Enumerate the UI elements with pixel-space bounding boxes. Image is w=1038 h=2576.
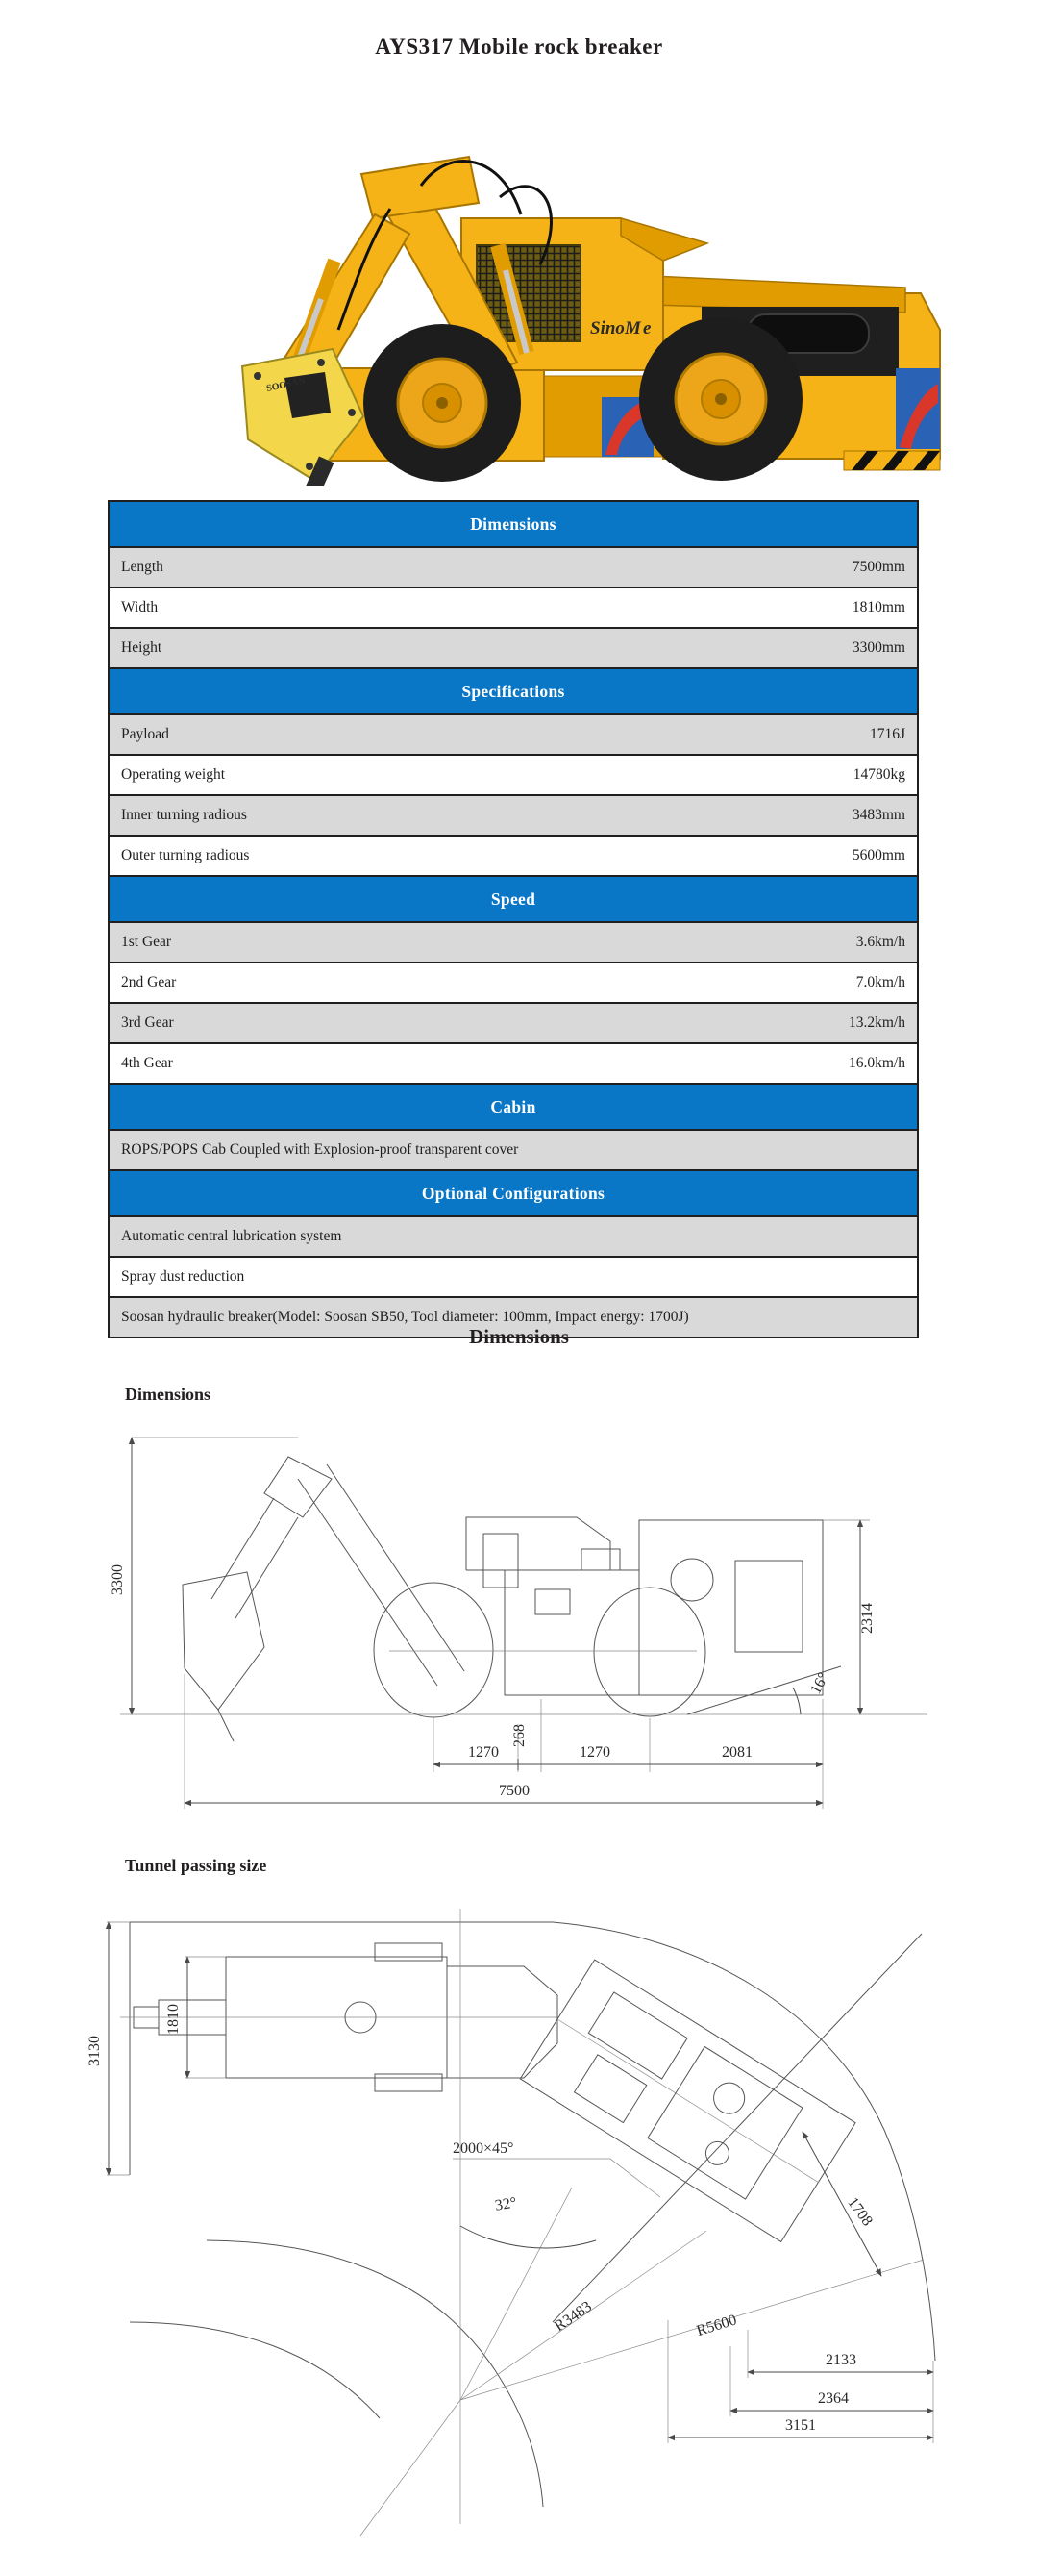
table-row [109, 547, 918, 588]
side-view-machine-outline [120, 1457, 927, 1741]
rear-wheel [639, 317, 803, 481]
dim-corner-cut: 2000×45° [453, 2140, 514, 2157]
spec-value: 3.6km/h [637, 922, 918, 963]
dim-outer-radius: R5600 [694, 2312, 739, 2340]
spec-label: 4th Gear [109, 1043, 637, 1084]
spec-value: 7500mm [637, 547, 918, 588]
tunnel-machine-top-view [120, 1943, 855, 2241]
table-row [109, 1130, 918, 1170]
dim-3151: 3151 [785, 2417, 816, 2434]
spec-label: Operating weight [109, 755, 637, 795]
breaker-brand-label: SOOSAN [265, 375, 307, 394]
spec-value: 1716J [637, 714, 918, 755]
table-section-header [109, 501, 918, 547]
spec-label: 2nd Gear [109, 963, 637, 1003]
dim-axle-offset: 268 [511, 1724, 528, 1747]
spec-label: Inner turning radious [109, 795, 637, 836]
spec-value: 14780kg [637, 755, 918, 795]
brand-logo [590, 318, 652, 338]
dim-2364: 2364 [818, 2390, 849, 2407]
table-row [109, 795, 918, 836]
table-section-header [109, 668, 918, 714]
brand-part1: Sino [590, 318, 625, 338]
brand-part2: M [625, 318, 641, 338]
dim-ramp-angle: 16° [807, 1670, 832, 1697]
dim-rear-diagonal: 1708 [844, 2194, 876, 2230]
page-title: AYS317 Mobile rock breaker [375, 35, 663, 59]
table-row [109, 628, 918, 668]
side-view-drawing [101, 1426, 947, 1844]
rock-breaker-illustration [86, 82, 952, 486]
spec-value: 13.2km/h [637, 1003, 918, 1043]
spec-label: Payload [109, 714, 637, 755]
table-row [109, 588, 918, 628]
spec-label: Automatic central lubrication system [109, 1216, 918, 1257]
dim-mid-segment: 1270 [580, 1744, 610, 1761]
tunnel-heading: Tunnel passing size [125, 1856, 267, 1875]
dim-rear-height: 2314 [859, 1603, 876, 1634]
spec-table [108, 500, 919, 1338]
table-row [109, 1003, 918, 1043]
spec-label: 1st Gear [109, 922, 637, 963]
spec-value: 7.0km/h [637, 963, 918, 1003]
spec-label: 3rd Gear [109, 1003, 637, 1043]
dim-2133: 2133 [826, 2352, 856, 2368]
section-header-label: Optional Configurations [109, 1170, 918, 1216]
dim-machine-width: 1810 [165, 2004, 182, 2035]
spec-label: Height [109, 628, 637, 668]
product-photo [86, 82, 952, 486]
dim-rear-segment: 2081 [722, 1744, 753, 1761]
spec-label: Width [109, 588, 637, 628]
table-section-header [109, 1170, 918, 1216]
dim-overall-length: 7500 [499, 1783, 530, 1799]
spec-label: Length [109, 547, 637, 588]
spec-value: 3483mm [637, 795, 918, 836]
section-header-label: Cabin [109, 1084, 918, 1130]
spec-label: Spray dust reduction [109, 1257, 918, 1297]
tunnel-drawing [72, 1909, 947, 2563]
dim-front-segment: 1270 [468, 1744, 499, 1761]
spec-value: 3300mm [637, 628, 918, 668]
spec-label: Soosan hydraulic breaker(Model: Soosan SB50, Tool diameter: 100mm, Impact energy: 1700J) [109, 1297, 918, 1338]
section-header-label: Speed [109, 876, 918, 922]
section-header-label: Specifications [109, 668, 918, 714]
table-section-header [109, 876, 918, 922]
spec-value: 5600mm [637, 836, 918, 876]
spec-label: ROPS/POPS Cab Coupled with Explosion-proof transparent cover [109, 1130, 918, 1170]
spec-value: 16.0km/h [637, 1043, 918, 1084]
side-view-heading: Dimensions [125, 1385, 211, 1404]
table-row [109, 714, 918, 755]
dim-inner-radius: R3483 [552, 2298, 595, 2336]
front-wheel [363, 324, 521, 482]
dim-tunnel-width: 3130 [86, 2036, 103, 2066]
table-row [109, 963, 918, 1003]
section-header-label: Dimensions [109, 501, 918, 547]
table-row [109, 755, 918, 795]
table-row [109, 922, 918, 963]
table-row [109, 836, 918, 876]
table-section-header [109, 1084, 918, 1130]
brand-part3: e [643, 318, 652, 338]
table-row [109, 1043, 918, 1084]
dim-overall-height: 3300 [110, 1564, 126, 1595]
spec-value: 1810mm [637, 588, 918, 628]
turning-construction [360, 1909, 924, 2536]
table-row [109, 1257, 918, 1297]
table-row [109, 1216, 918, 1257]
spec-label: Outer turning radious [109, 836, 637, 876]
side-view-dimensions [110, 1438, 876, 1809]
dimensions-section-heading: Dimensions [469, 1325, 569, 1348]
hazard-stripes [844, 451, 940, 470]
dim-articulation-angle: 32° [493, 2194, 518, 2214]
